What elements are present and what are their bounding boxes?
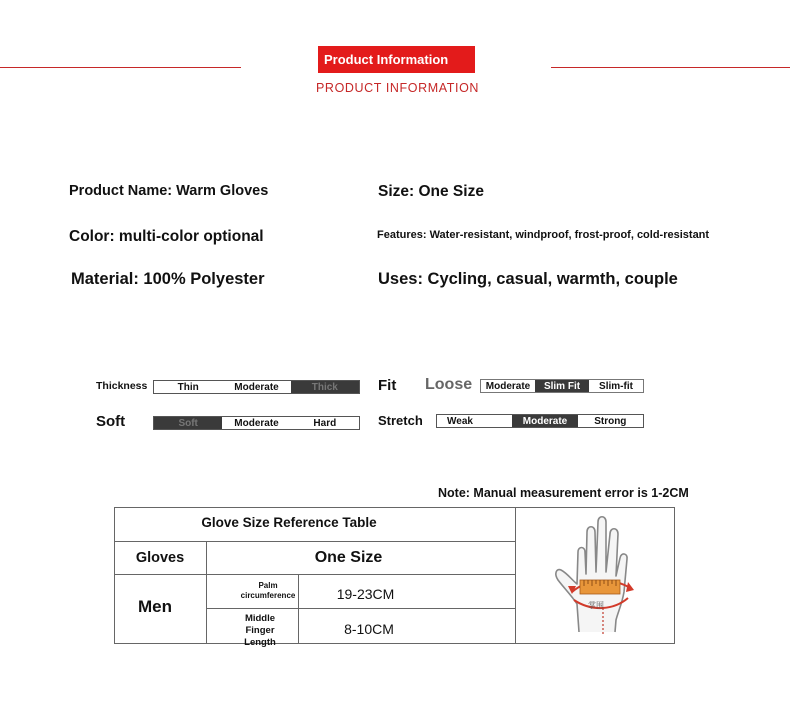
middle-finger-length-label: Middle Finger Length — [244, 613, 276, 648]
men-label: Men — [138, 597, 172, 616]
thickness-option-thick: Thick — [291, 381, 359, 393]
softness-option-moderate: Moderate — [234, 418, 279, 429]
product-size: Size: One Size — [378, 183, 484, 200]
palm-arrow-head-right — [626, 582, 634, 592]
table-divider-rows — [206, 608, 515, 609]
product-name: Product Name: Warm Gloves — [69, 183, 269, 199]
product-uses: Uses: Cycling, casual, warmth, couple — [378, 270, 678, 288]
fit-option-slim-fit: Slim Fit — [535, 380, 589, 392]
stretch-option-moderate: Moderate — [512, 415, 577, 427]
header-line-right — [551, 67, 790, 68]
stretch-scale — [436, 414, 644, 428]
middle-finger-length-value: 8-10CM — [344, 621, 394, 637]
palm-circumference-label: Palm circumference — [240, 581, 296, 600]
softness-label: Soft — [96, 413, 126, 430]
stretch-label: Stretch — [378, 413, 423, 428]
table-divider-header — [114, 574, 515, 575]
stretch-option-weak: Weak — [447, 416, 473, 427]
softness-option-hard: Hard — [313, 418, 337, 429]
product-features: Features: Water-resistant, windproof, frost-proof, cold-resistant — [377, 229, 710, 241]
thickness-option-thin: Thin — [177, 382, 199, 393]
thickness-scale — [153, 380, 360, 394]
table-divider-illustration — [515, 507, 516, 644]
softness-scale — [153, 416, 360, 430]
size-table-title: Glove Size Reference Table — [201, 515, 377, 530]
gloves-header: Gloves — [135, 550, 185, 566]
product-color: Color: multi-color optional — [69, 228, 264, 245]
softness-option-soft: Soft — [154, 417, 222, 429]
hand-outline — [556, 517, 627, 632]
thickness-label: Thickness — [96, 380, 148, 392]
section-badge: Product Information — [318, 46, 475, 73]
fit-option-moderate: Moderate — [485, 381, 531, 392]
one-size-header: One Size — [314, 549, 383, 566]
header-line-left — [0, 67, 241, 68]
palm-measure-label: 掌围 — [588, 601, 604, 610]
palm-circumference-value: 19-23CM — [336, 586, 395, 602]
product-material: Material: 100% Polyester — [71, 270, 265, 288]
section-subtitle: PRODUCT INFORMATION — [316, 81, 480, 95]
fit-scale — [480, 379, 644, 393]
fit-loose-label: Loose — [425, 376, 473, 393]
fit-label: Fit — [378, 377, 397, 394]
fit-option-slim-fit-alt: Slim-fit — [599, 381, 633, 392]
measurement-note: Note: Manual measurement error is 1-2CM — [438, 486, 689, 500]
hand-measure-illustration — [548, 512, 648, 640]
table-divider-title — [114, 541, 515, 542]
thickness-option-moderate: Moderate — [234, 382, 279, 393]
stretch-option-strong: Strong — [594, 416, 627, 427]
